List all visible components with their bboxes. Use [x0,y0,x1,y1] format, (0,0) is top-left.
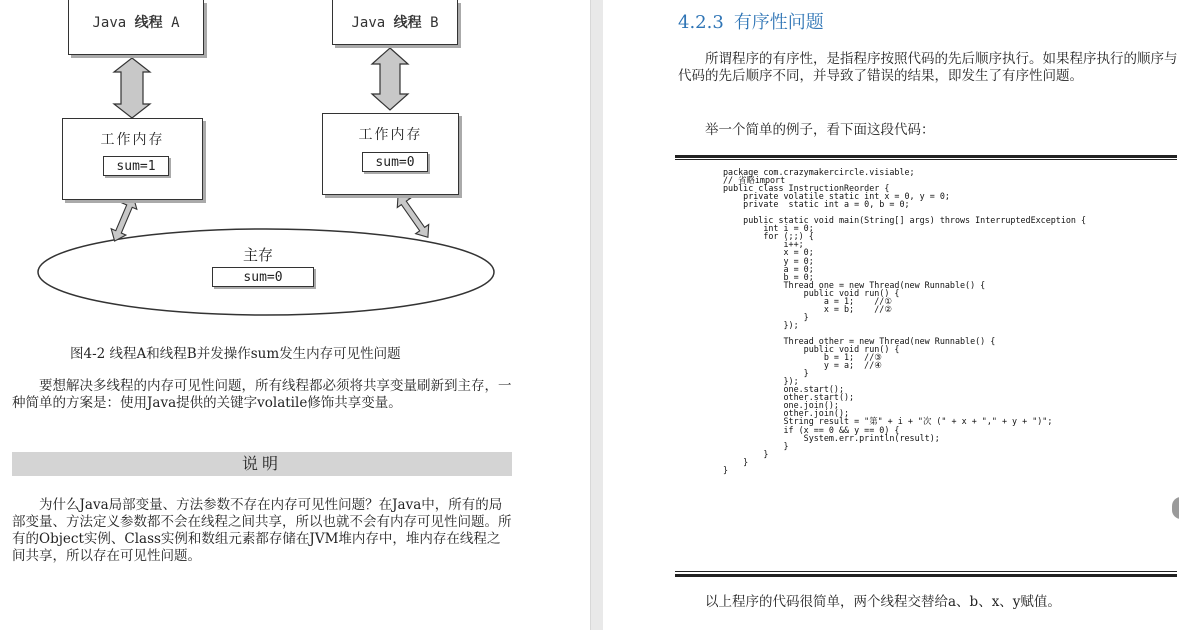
page-gutter [590,0,604,630]
sum-a-value: sum=1 [103,156,169,176]
code-bottom-rule [675,574,1177,577]
paragraph: 所谓程序的有序性，是指程序按照代码的先后顺序执行。如果程序执行的顺序与代码的先后顺序不同，并导致了错误的结果，即发生了有序性问题。 [678,51,1178,84]
paragraph: 举一个简单的例子，看下面这段代码： [705,122,935,138]
code-top-rule-thin [675,159,1177,160]
code-top-rule [675,155,1177,158]
main-memory-label: 主存 [243,246,274,264]
figure-caption: 图4-2 线程A和线程B并发操作sum发生内存可见性问题 [70,346,401,362]
code-block: package com.crazymakercircle.visiable; // 省略import public class InstructionReorder { private volatile static int x = 0, y = 0; private static int a = 0, b = 0; public static void main(String[] args) throws InterruptedException { int i = 0; for (;;) { i++; x = 0; y = 0; a = 0; b = 0; Thread one = new Thread(new Runnable() { public void run() { a = 1; //① x = b; //② } }); Thread other = new Thread(new Runnable() { public void run() { b = 1; //③ y = a; //④ } }); one.start(); other.start(); one.join(); other.join(); String result = "第" + i + "次 (" + x + "," + y + ")"; if (x == 0 && y == 0) { System.err.println(result); } } } } [723,167,1087,475]
right-page [603,0,1179,630]
double-arrow-icon [392,190,435,242]
note-title: 说明 [12,452,512,476]
thread-b-box: Java 线程 B [332,0,458,45]
double-arrow-icon [372,48,408,110]
code-bottom-rule-thin [675,571,1177,572]
sum-main-value: sum=0 [212,267,314,287]
section-heading: 4.2.3 有序性问题 [678,12,824,33]
thread-a-box: Java 线程 A [68,0,204,55]
paragraph: 为什么Java局部变量、方法参数不存在内存可见性问题？在Java中，所有的局部变量、方法定义参数都不会在线程之间共享，所以也就不会有内存可见性问题。所有的Object实例、Class实例和数组元素都存储在JVM堆内存中，堆内存在线程之间共享，所以存在可见性问题。 [12,497,512,564]
sum-b-value: sum=0 [362,152,428,172]
paragraph: 要想解决多线程的内存可见性问题，所有线程都必须将共享变量刷新到主存，一种简单的方案是：使用Java提供的关键字volatile修饰共享变量。 [12,378,512,411]
scroll-handle[interactable] [1172,497,1179,519]
work-memory-b: 工作内存 [322,113,459,195]
paragraph: 以上程序的代码很简单，两个线程交替给a、b、x、y赋值。 [705,594,1061,610]
work-memory-a: 工作内存 [62,118,203,200]
double-arrow-icon [114,58,150,118]
